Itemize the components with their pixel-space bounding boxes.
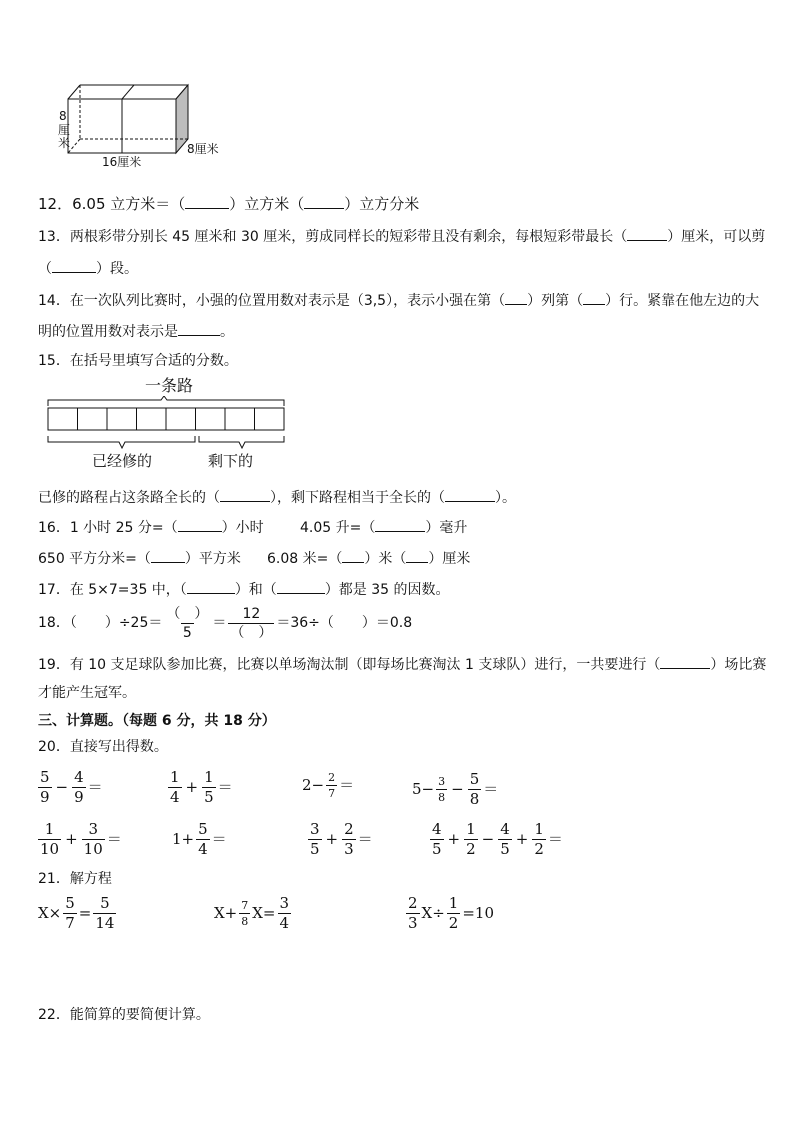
answer-blank[interactable] bbox=[151, 550, 185, 563]
question-19-line1: 19．有 10 支足球队参加比赛，比赛以单场淘汰制（即每场比赛淘汰 1 支球队）进行，一共要进行（ ）场比赛 bbox=[38, 657, 767, 673]
answer-blank[interactable] bbox=[178, 323, 220, 336]
calc-expression-3: 2− $\frac{2}{7}$ ＝ bbox=[302, 771, 355, 800]
question-20-title: 20．直接写出得数。 bbox=[38, 739, 168, 755]
calc-expression-6: 1+ $\frac{5}{4}$ ＝ bbox=[172, 820, 227, 858]
calc-expression-1: $\frac{5}{9}$ − $\frac{4}{9}$ ＝ bbox=[40, 768, 103, 806]
question-16-b: 4.05 升=（ ）毫升 bbox=[300, 520, 468, 536]
question-21-title: 21．解方程 bbox=[38, 871, 112, 887]
question-15-answer: 已修的路程占这条路全长的（ ），剩下路程相当于全长的（ ）。 bbox=[38, 490, 516, 506]
height-label-8: 8 bbox=[59, 109, 67, 123]
question-13-line2: （ ）段。 bbox=[38, 261, 138, 277]
question-19-line2: 才能产生冠军。 bbox=[38, 685, 136, 701]
question-15-title: 15．在括号里填写合适的分数。 bbox=[38, 353, 238, 369]
numerator-blank[interactable]: （ ） bbox=[166, 605, 209, 622]
answer-blank[interactable] bbox=[304, 196, 344, 209]
fraction bbox=[164, 607, 210, 640]
question-17: 17．在 5×7=35 中，（ ）和（ ）都是 35 的因数。 bbox=[38, 582, 450, 598]
question-12: 12．6.05 立方米＝（ ）立方米（ ）立方分米 bbox=[38, 195, 420, 213]
denominator: 5 bbox=[182, 624, 192, 641]
equation-1: X× $\frac{5}{7}$ = $\frac{5}{14}$ bbox=[38, 894, 115, 932]
answer-blank[interactable] bbox=[220, 489, 270, 502]
answer-blank[interactable] bbox=[52, 260, 96, 273]
answer-blank[interactable] bbox=[406, 550, 428, 563]
equation-2: X+ $\frac{7}{8}$ X= $\frac{3}{4}$ bbox=[214, 894, 290, 932]
height-label-mi: 米 bbox=[58, 136, 71, 150]
question-13-line1: 13．两根彩带分别长 45 厘米和 30 厘米，剪成同样长的短彩带且没有剩余，每根短彩带最长（ ）厘米，可以剪 bbox=[38, 229, 766, 245]
depth-label: 8厘米 bbox=[187, 142, 219, 156]
question-18: 18．（ ）÷25＝ $\frac{( )}{5}$ ＝ $\frac{12}{( )}$ ＝36÷（ ）＝0.8 bbox=[38, 605, 413, 641]
answer-blank[interactable] bbox=[375, 519, 425, 532]
question-16-d: 6.08 米=（ ）米（ ）厘米 bbox=[267, 551, 471, 567]
question-14-line2: 明的位置用数对表示是 。 bbox=[38, 324, 234, 340]
answer-blank[interactable] bbox=[187, 581, 235, 594]
remaining-label: 剩下的 bbox=[208, 452, 254, 470]
answer-blank[interactable] bbox=[445, 489, 495, 502]
answer-blank[interactable] bbox=[185, 196, 229, 209]
numerator: 12 bbox=[242, 605, 261, 622]
question-16-c: 650 平方分米=（ ）平方米 bbox=[38, 551, 241, 567]
answer-blank[interactable] bbox=[583, 292, 605, 305]
fraction bbox=[228, 607, 274, 640]
road-label: 一条路 bbox=[145, 376, 194, 395]
section-3-heading: 三、计算题。（每题 6 分，共 18 分） bbox=[38, 713, 276, 729]
calc-expression-5: $\frac{1}{10}$ + $\frac{3}{10}$ ＝ bbox=[40, 820, 122, 858]
done-label: 已经修的 bbox=[92, 452, 153, 470]
answer-blank[interactable] bbox=[660, 656, 710, 669]
road-diagram bbox=[40, 396, 295, 454]
denominator-blank[interactable]: （ ） bbox=[230, 624, 273, 641]
height-label-li: 厘 bbox=[58, 123, 71, 137]
answer-blank[interactable] bbox=[627, 228, 667, 241]
answer-blank[interactable] bbox=[178, 519, 222, 532]
length-label: 16厘米 bbox=[102, 155, 142, 169]
equation-3: $\frac{2}{3}$ X÷ $\frac{1}{2}$ =10 bbox=[408, 894, 494, 932]
cuboid-figure bbox=[55, 80, 235, 172]
answer-blank[interactable] bbox=[505, 292, 527, 305]
calc-expression-2: $\frac{1}{4}$ + $\frac{1}{5}$ ＝ bbox=[170, 768, 233, 806]
question-14-line1: 14．在一次队列比赛时，小强的位置用数对表示是（3,5），表示小强在第（ ）列第（ ）行。紧靠在他左边的大 bbox=[38, 293, 760, 309]
question-22-title: 22．能简算的要简便计算。 bbox=[38, 1007, 210, 1023]
answer-blank[interactable] bbox=[277, 581, 325, 594]
calc-expression-7: $\frac{3}{5}$ + $\frac{2}{3}$ ＝ bbox=[310, 820, 373, 858]
calc-expression-8: $\frac{4}{5}$ + $\frac{1}{2}$ − $\frac{4}{5}$ + $\frac{1}{2}$ ＝ bbox=[432, 820, 563, 858]
question-16-a: 16．1 小时 25 分=（ ）小时 bbox=[38, 520, 264, 536]
answer-blank[interactable] bbox=[342, 550, 364, 563]
calc-expression-4: 5− $\frac{3}{8}$ − $\frac{5}{8}$ ＝ bbox=[412, 770, 499, 808]
